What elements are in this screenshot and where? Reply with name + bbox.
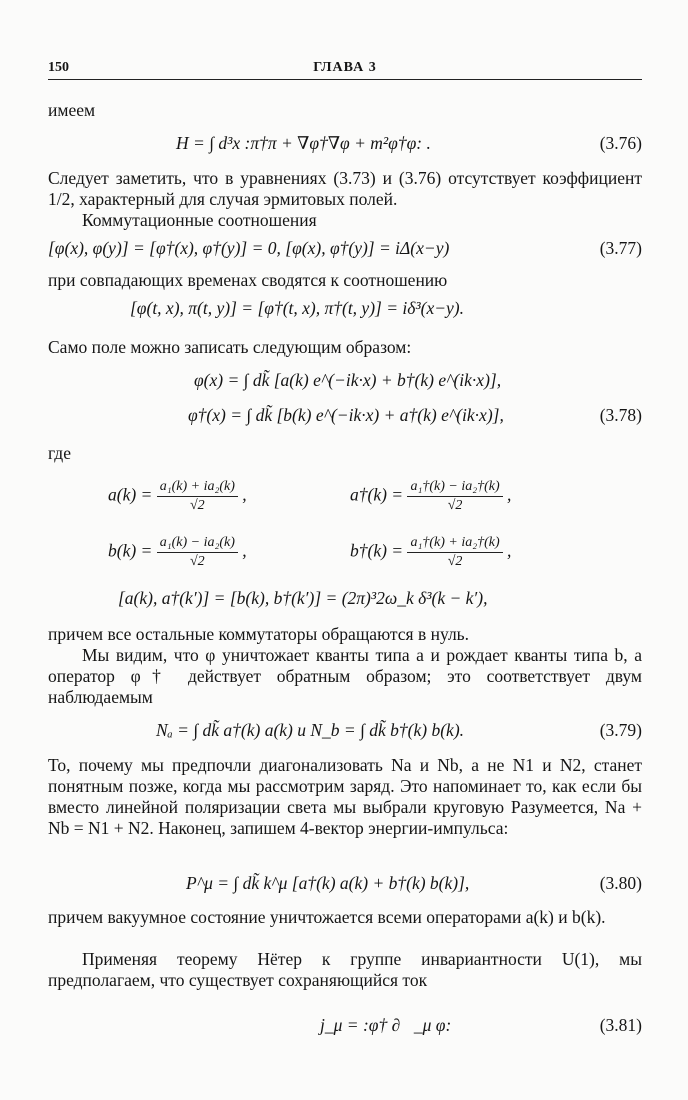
def-adag-fraction (407, 478, 502, 515)
def-a: a(k) = $\frac{\text{a₁(k) + ia₂(k)}}{√2}$ , (108, 479, 247, 513)
chapter-title: ГЛАВА 3 (313, 60, 377, 75)
def-bdag-lhs: b†(k) = (350, 540, 404, 561)
def-bdag-numerator: a₁†(k) + ia₂†(k) (407, 534, 502, 553)
equation-3-79-number: (3.79) (599, 720, 642, 740)
equation-3-76 (48, 133, 642, 157)
paragraph-quanta: Мы видим, что φ уничтожает кванты типа a и рождает кванты типа b, а оператор φ† действует обратным образом; это соответствует двум наблюдаемым (48, 645, 642, 707)
equation-3-78-line1 (48, 370, 642, 394)
equation-3-80 (48, 873, 642, 897)
equation-3-79 (48, 720, 642, 744)
def-adag-denominator: √2 (447, 498, 463, 513)
paragraph-noether: Применяя теорему Нётер к группе инвариантности U(1), мы предполагаем, что существует сохраняющийся ток (48, 949, 642, 990)
equation-3-78-line2 (48, 405, 642, 429)
equation-3-81-formula: j_μ = :φ† ∂⃡_μ φ: (320, 1015, 452, 1035)
def-b-numerator: a₁(k) − ia₂(k) (157, 534, 238, 553)
equation-3-81-number: (3.81) (599, 1015, 642, 1035)
equation-3-81 (48, 1015, 642, 1039)
paragraph-diagonalize: То, почему мы предпочли диагонализовать Na и Nb, а не N1 и N2, станет понятным позже, когда мы рассмотрим заряд. Это напоминает то, как если бы вместо линейной поляризации света мы выбрали круговую Разумеется, Na + Nb = N1 + N2. Наконец, запишем 4-вектор энергии-импульса: (48, 755, 642, 838)
def-b-denominator: √2 (189, 554, 205, 569)
def-adag-numerator: a₁†(k) − ia₂†(k) (407, 478, 502, 497)
paragraph-intro: имеем (48, 100, 96, 120)
paragraph-equal-time: при совпадающих временах сводятся к соотношению (48, 270, 448, 290)
def-b: b(k) = $\frac{\text{a₁(k) − ia₂(k)}}{√2}$ , (108, 535, 247, 569)
paragraph-where: где (48, 443, 71, 463)
equation-3-80-number: (3.80) (599, 873, 642, 893)
equation-3-78-phi: φ(x) = ∫ dk̃ [a(k) e^(−ik·x) + b†(k) e^(ik·x)], (194, 370, 502, 390)
def-bdag: b†(k) = $\frac{\text{a₁†(k) + ia₂†(k)}}{√2}$ , (350, 535, 512, 569)
equation-3-78-number: (3.78) (599, 405, 642, 425)
def-adag: a†(k) = $\frac{\text{a₁†(k) − ia₂†(k)}}{√2}$ , (350, 479, 512, 513)
equation-3-77-number: (3.77) (599, 238, 642, 258)
paragraph-vacuum: причем вакуумное состояние уничтожается всеми операторами a(k) и b(k). (48, 907, 606, 927)
def-a-denominator: √2 (189, 498, 205, 513)
equation-equal-time-formula: [φ(t, x), π(t, y)] = [φ†(t, x), π†(t, y)] = iδ³(x−y). (130, 298, 465, 318)
def-a-numerator: a₁(k) + ia₂(k) (157, 478, 238, 497)
page-number: 150 (48, 60, 69, 75)
paragraph-other-commutators: причем все остальные коммутаторы обращаются в нуль. (48, 624, 470, 644)
equation-3-77-formula: [φ(x), φ(y)] = [φ†(x), φ†(y)] = 0, [φ(x), φ†(y)] = iΔ(x−y) (48, 238, 450, 258)
equation-commutators-formula: [a(k), a†(k′)] = [b(k), b†(k′)] = (2π)³2ω_k δ³(k − k′), (118, 588, 488, 608)
def-bdag-fraction (407, 534, 502, 571)
equation-equal-time (48, 298, 642, 322)
equation-commutators (48, 588, 642, 612)
equation-3-80-formula: P^μ = ∫ dk̃ k^μ [a†(k) a(k) + b†(k) b(k)], (186, 873, 470, 893)
equation-3-79-formula: Nₐ = ∫ dk̃ a†(k) a(k) и N_b = ∫ dk̃ b†(k) b(k). (156, 720, 465, 740)
page-header (48, 57, 642, 80)
equation-3-77 (48, 238, 642, 262)
def-a-fraction (157, 478, 238, 515)
def-a-lhs: a(k) = (108, 484, 153, 505)
def-b-fraction (157, 534, 238, 571)
paragraph-remark: Следует заметить, что в уравнениях (3.73) и (3.76) отсутствует коэффициент 1/2, характерный для случая эрмитовых полей. (48, 168, 642, 209)
def-b-lhs: b(k) = (108, 540, 153, 561)
def-bdag-denominator: √2 (447, 554, 463, 569)
equation-3-78-phidag: φ†(x) = ∫ dk̃ [b(k) e^(−ik·x) + a†(k) e^(ik·x)], (188, 405, 504, 425)
paragraph-field: Само поле можно записать следующим образом: (48, 337, 412, 357)
def-adag-lhs: a†(k) = (350, 484, 404, 505)
equation-3-76-number: (3.76) (599, 133, 642, 153)
equation-3-76-formula: H = ∫ d³x :π†π + ∇φ†∇φ + m²φ†φ: . (176, 133, 431, 153)
paragraph-commutation: Коммутационные соотношения (82, 210, 317, 230)
